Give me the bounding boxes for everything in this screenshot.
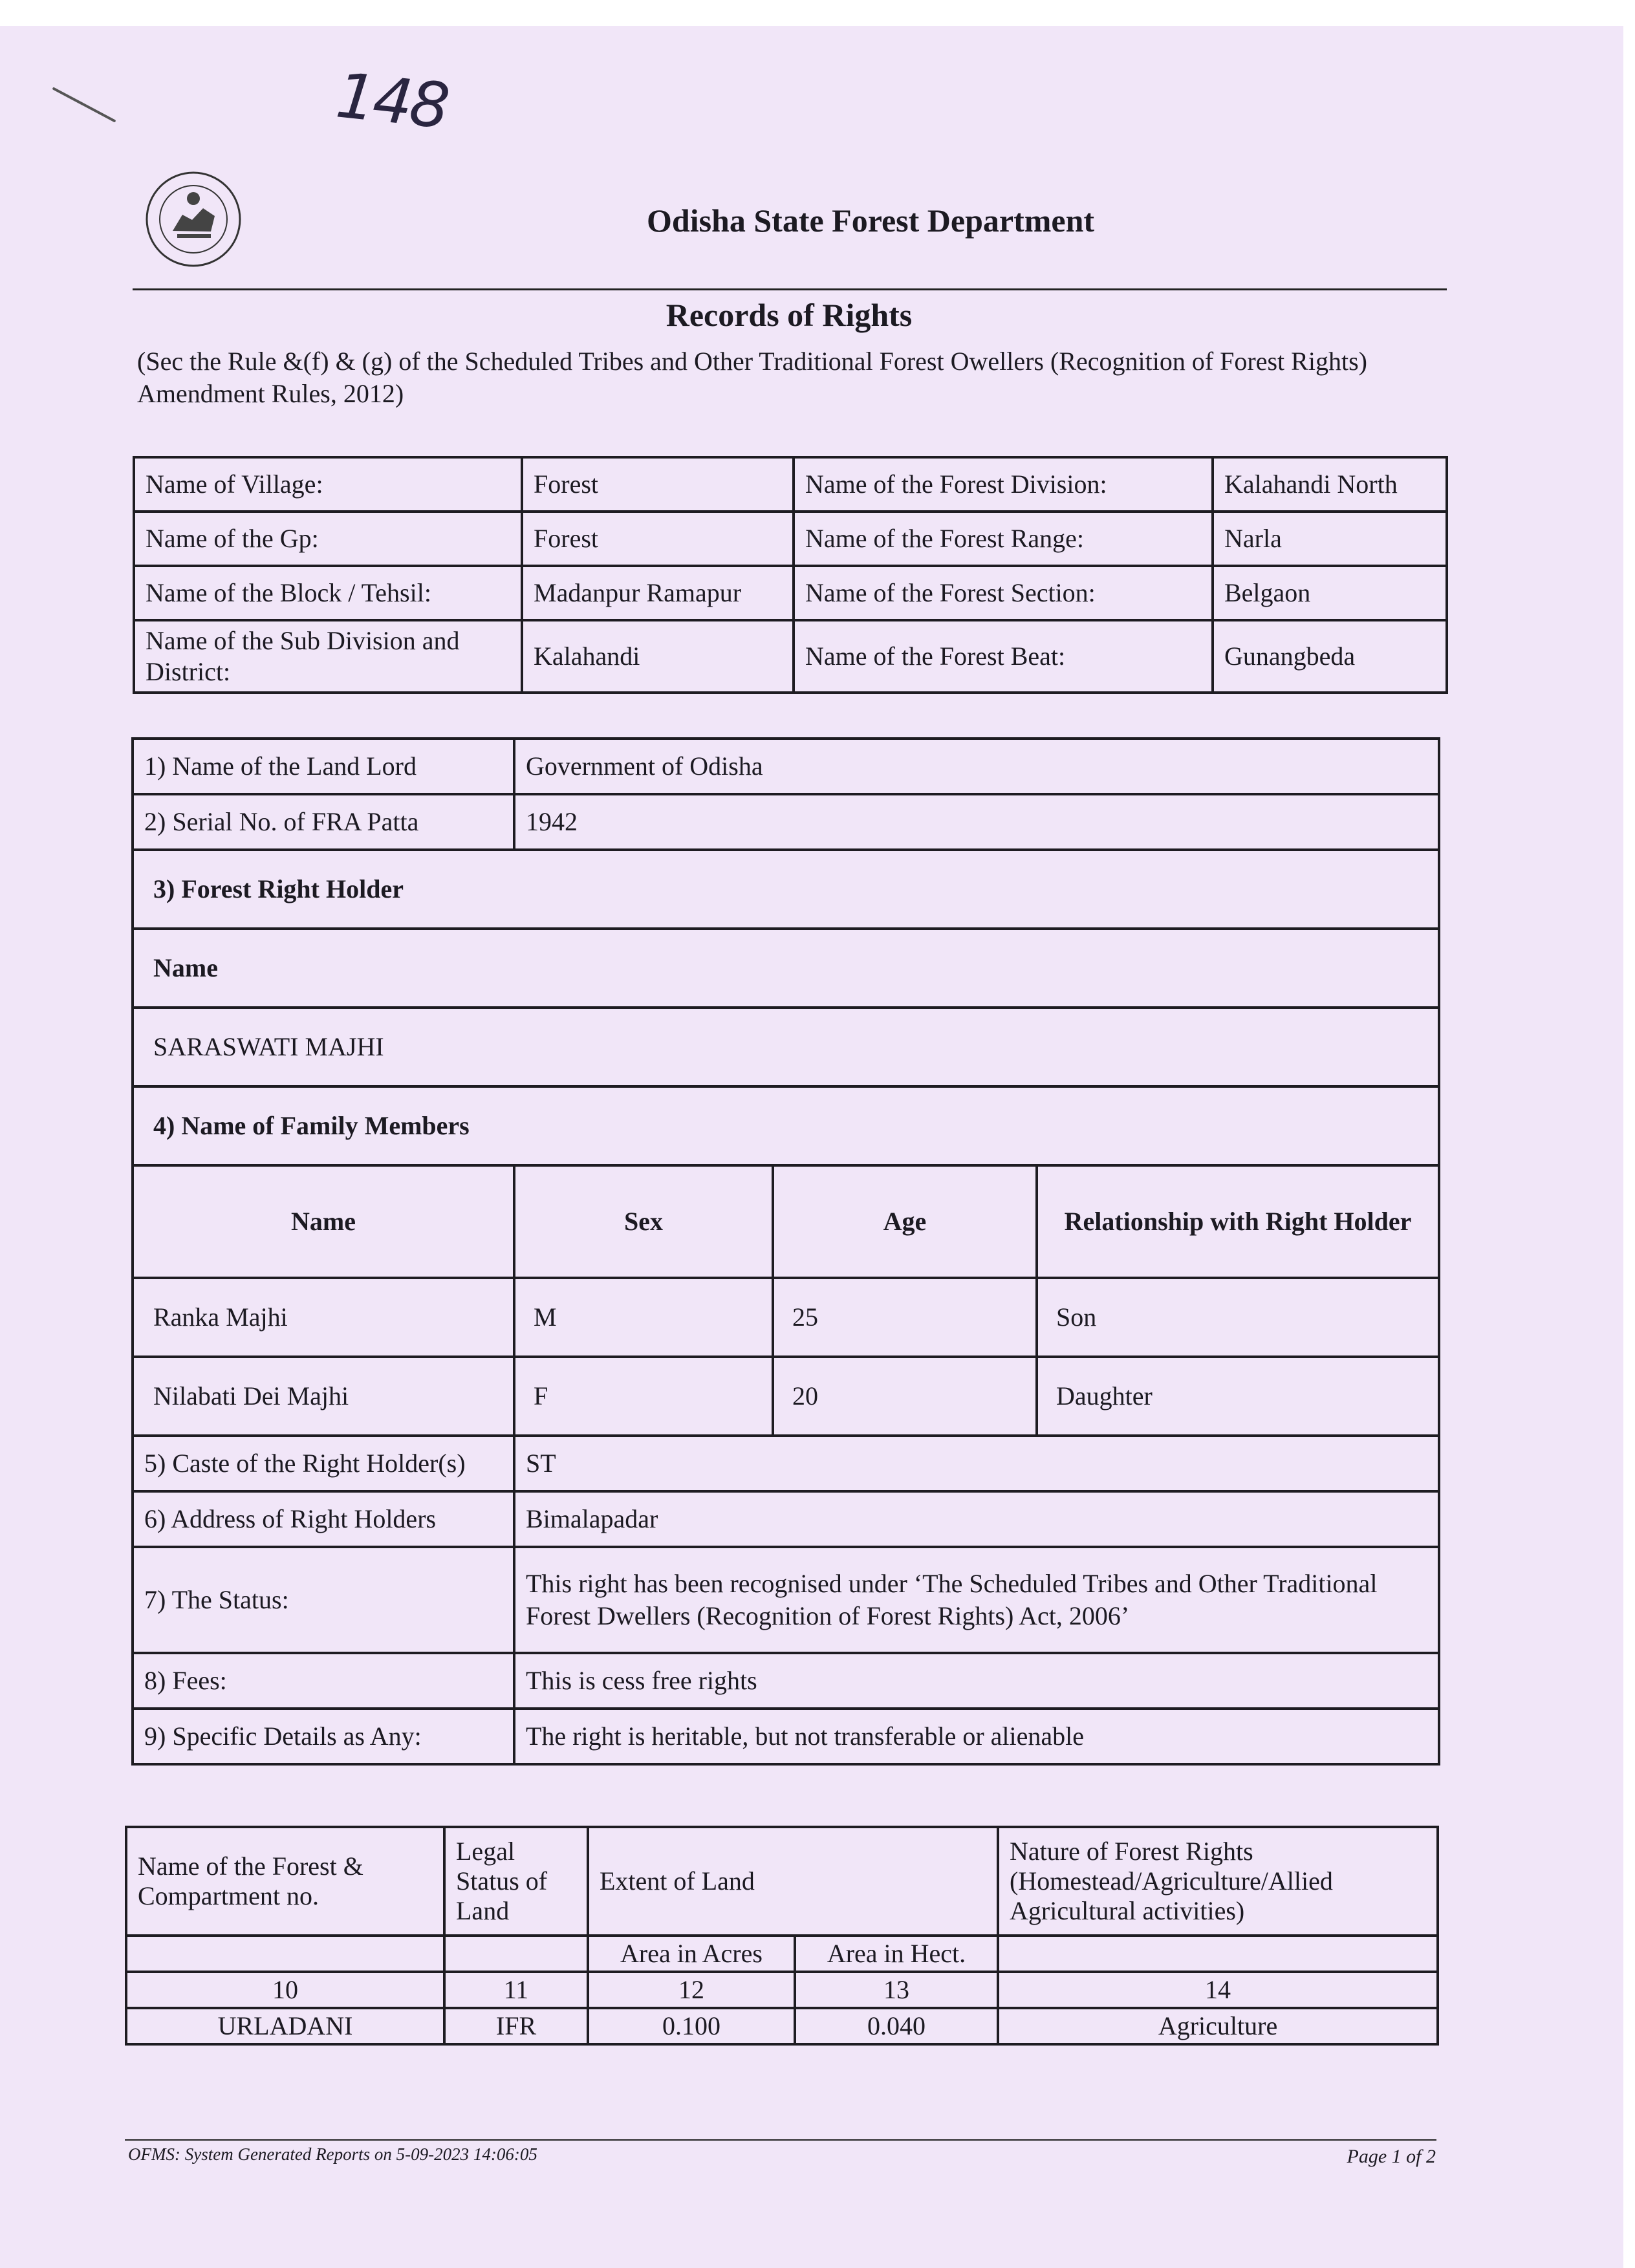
family-member-age: 25 — [773, 1278, 1037, 1357]
family-header-row — [133, 1165, 1439, 1278]
table-row — [133, 1278, 1439, 1357]
fees-value: This is cess free rights — [514, 1653, 1439, 1709]
table-row — [133, 1709, 1439, 1764]
document-page — [0, 26, 1623, 2268]
family-col-sex: Sex — [514, 1165, 773, 1278]
empty-cell — [998, 1936, 1438, 1972]
pen-mark — [52, 87, 116, 122]
document-title: Records of Rights — [666, 297, 913, 333]
col-number: 14 — [998, 1972, 1438, 2008]
table-row — [134, 566, 1447, 620]
col-forest-compartment: Name of the Forest & Compartment no. — [126, 1827, 444, 1936]
status-label: 7) The Status: — [133, 1547, 514, 1653]
table-row — [134, 512, 1447, 566]
col-area-acres: Area in Acres — [588, 1936, 795, 1972]
gp-label: Name of the Gp: — [134, 512, 522, 566]
land-details-table — [125, 1826, 1439, 2046]
table-row — [133, 1086, 1439, 1165]
name-heading: Name — [133, 929, 1439, 1008]
table-row — [133, 1436, 1439, 1491]
col-extent-of-land: Extent of Land — [588, 1827, 998, 1936]
department-title: Odisha State Forest Department — [647, 202, 1095, 239]
status-line-2: Forest Dwellers (Recognition of Forest Rights) Act, 2006’ — [526, 1601, 1130, 1630]
status-line-1: This right has been recognised under ‘The Scheduled Tribes and Other Traditional — [526, 1569, 1378, 1598]
family-col-relationship: Relationship with Right Holder — [1037, 1165, 1439, 1278]
table-row — [133, 1491, 1439, 1547]
footer-generated-text: OFMS: System Generated Reports on 5-09-2023 14:06:05 — [128, 2144, 537, 2164]
beat-value: Gunangbeda — [1213, 620, 1447, 693]
land-number-row — [126, 1972, 1438, 2008]
land-header-row — [126, 1827, 1438, 1936]
range-label: Name of the Forest Range: — [794, 512, 1213, 566]
landlord-label: 1) Name of the Land Lord — [133, 739, 514, 794]
family-col-age: Age — [773, 1165, 1037, 1278]
caste-label: 5) Caste of the Right Holder(s) — [133, 1436, 514, 1491]
location-table — [133, 456, 1448, 694]
section-label: Name of the Forest Section: — [794, 566, 1213, 620]
nature-of-right: Agriculture — [998, 2008, 1438, 2044]
area-acres: 0.100 — [588, 2008, 795, 2044]
serial-label: 2) Serial No. of FRA Patta — [133, 794, 514, 850]
table-row — [133, 850, 1439, 929]
family-member-relation: Son — [1037, 1278, 1439, 1357]
family-member-relation: Daughter — [1037, 1357, 1439, 1436]
rights-holder-table — [131, 737, 1440, 1766]
family-member-name: Ranka Majhi — [133, 1278, 514, 1357]
table-row — [134, 457, 1447, 512]
table-row — [133, 1008, 1439, 1086]
col-number: 10 — [126, 1972, 444, 2008]
col-number: 11 — [444, 1972, 588, 2008]
col-area-hect: Area in Hect. — [795, 1936, 998, 1972]
odisha-emblem-icon — [144, 169, 243, 269]
gp-value: Forest — [522, 512, 794, 566]
range-value: Narla — [1213, 512, 1447, 566]
table-row — [134, 620, 1447, 693]
footer-page-number: Page 1 of 2 — [1347, 2146, 1436, 2167]
table-row — [133, 739, 1439, 794]
family-col-name: Name — [133, 1165, 514, 1278]
col-nature-of-rights: Nature of Forest Rights (Homestead/Agriculture/Allied Agricultural activities) — [998, 1827, 1438, 1936]
family-member-sex: F — [514, 1357, 773, 1436]
footer-divider — [125, 2139, 1436, 2141]
subdivision-value: Kalahandi — [522, 620, 794, 693]
area-hect: 0.040 — [795, 2008, 998, 2044]
serial-value: 1942 — [514, 794, 1439, 850]
table-row — [126, 2008, 1438, 2044]
beat-label: Name of the Forest Beat: — [794, 620, 1213, 693]
forest-name: URLADANI — [126, 2008, 444, 2044]
village-value: Forest — [522, 457, 794, 512]
details-label: 9) Specific Details as Any: — [133, 1709, 514, 1764]
handwritten-number: 148 — [332, 59, 451, 143]
details-value: The right is heritable, but not transferable or alienable — [514, 1709, 1439, 1764]
table-row — [133, 1653, 1439, 1709]
village-label: Name of Village: — [134, 457, 522, 512]
block-value: Madanpur Ramapur — [522, 566, 794, 620]
address-label: 6) Address of Right Holders — [133, 1491, 514, 1547]
subdivision-label: Name of the Sub Division and District: — [134, 620, 522, 693]
caste-value: ST — [514, 1436, 1439, 1491]
empty-cell — [126, 1936, 444, 1972]
land-subheader-row — [126, 1936, 1438, 1972]
family-member-age: 20 — [773, 1357, 1037, 1436]
table-row — [133, 1357, 1439, 1436]
holder-name: SARASWATI MAJHI — [133, 1008, 1439, 1086]
fees-label: 8) Fees: — [133, 1653, 514, 1709]
document-subtitle: (Sec the Rule &(f) & (g) of the Scheduled Tribes and Other Traditional Forest Owellers (Recognition of Forest Rights) Amendment Rules, 2012) — [137, 347, 1367, 408]
family-member-sex: M — [514, 1278, 773, 1357]
header-divider — [133, 288, 1447, 290]
table-row — [133, 929, 1439, 1008]
col-number: 13 — [795, 1972, 998, 2008]
status-value — [514, 1547, 1439, 1653]
family-member-name: Nilabati Dei Majhi — [133, 1357, 514, 1436]
col-legal-status: Legal Status of Land — [444, 1827, 588, 1936]
section-value: Belgaon — [1213, 566, 1447, 620]
division-value: Kalahandi North — [1213, 457, 1447, 512]
address-value: Bimalapadar — [514, 1491, 1439, 1547]
division-label: Name of the Forest Division: — [794, 457, 1213, 512]
holder-heading: 3) Forest Right Holder — [133, 850, 1439, 929]
col-number: 12 — [588, 1972, 795, 2008]
table-row — [133, 1547, 1439, 1653]
table-row — [133, 794, 1439, 850]
empty-cell — [444, 1936, 588, 1972]
block-label: Name of the Block / Tehsil: — [134, 566, 522, 620]
family-heading: 4) Name of Family Members — [133, 1086, 1439, 1165]
landlord-value: Government of Odisha — [514, 739, 1439, 794]
legal-status: IFR — [444, 2008, 588, 2044]
